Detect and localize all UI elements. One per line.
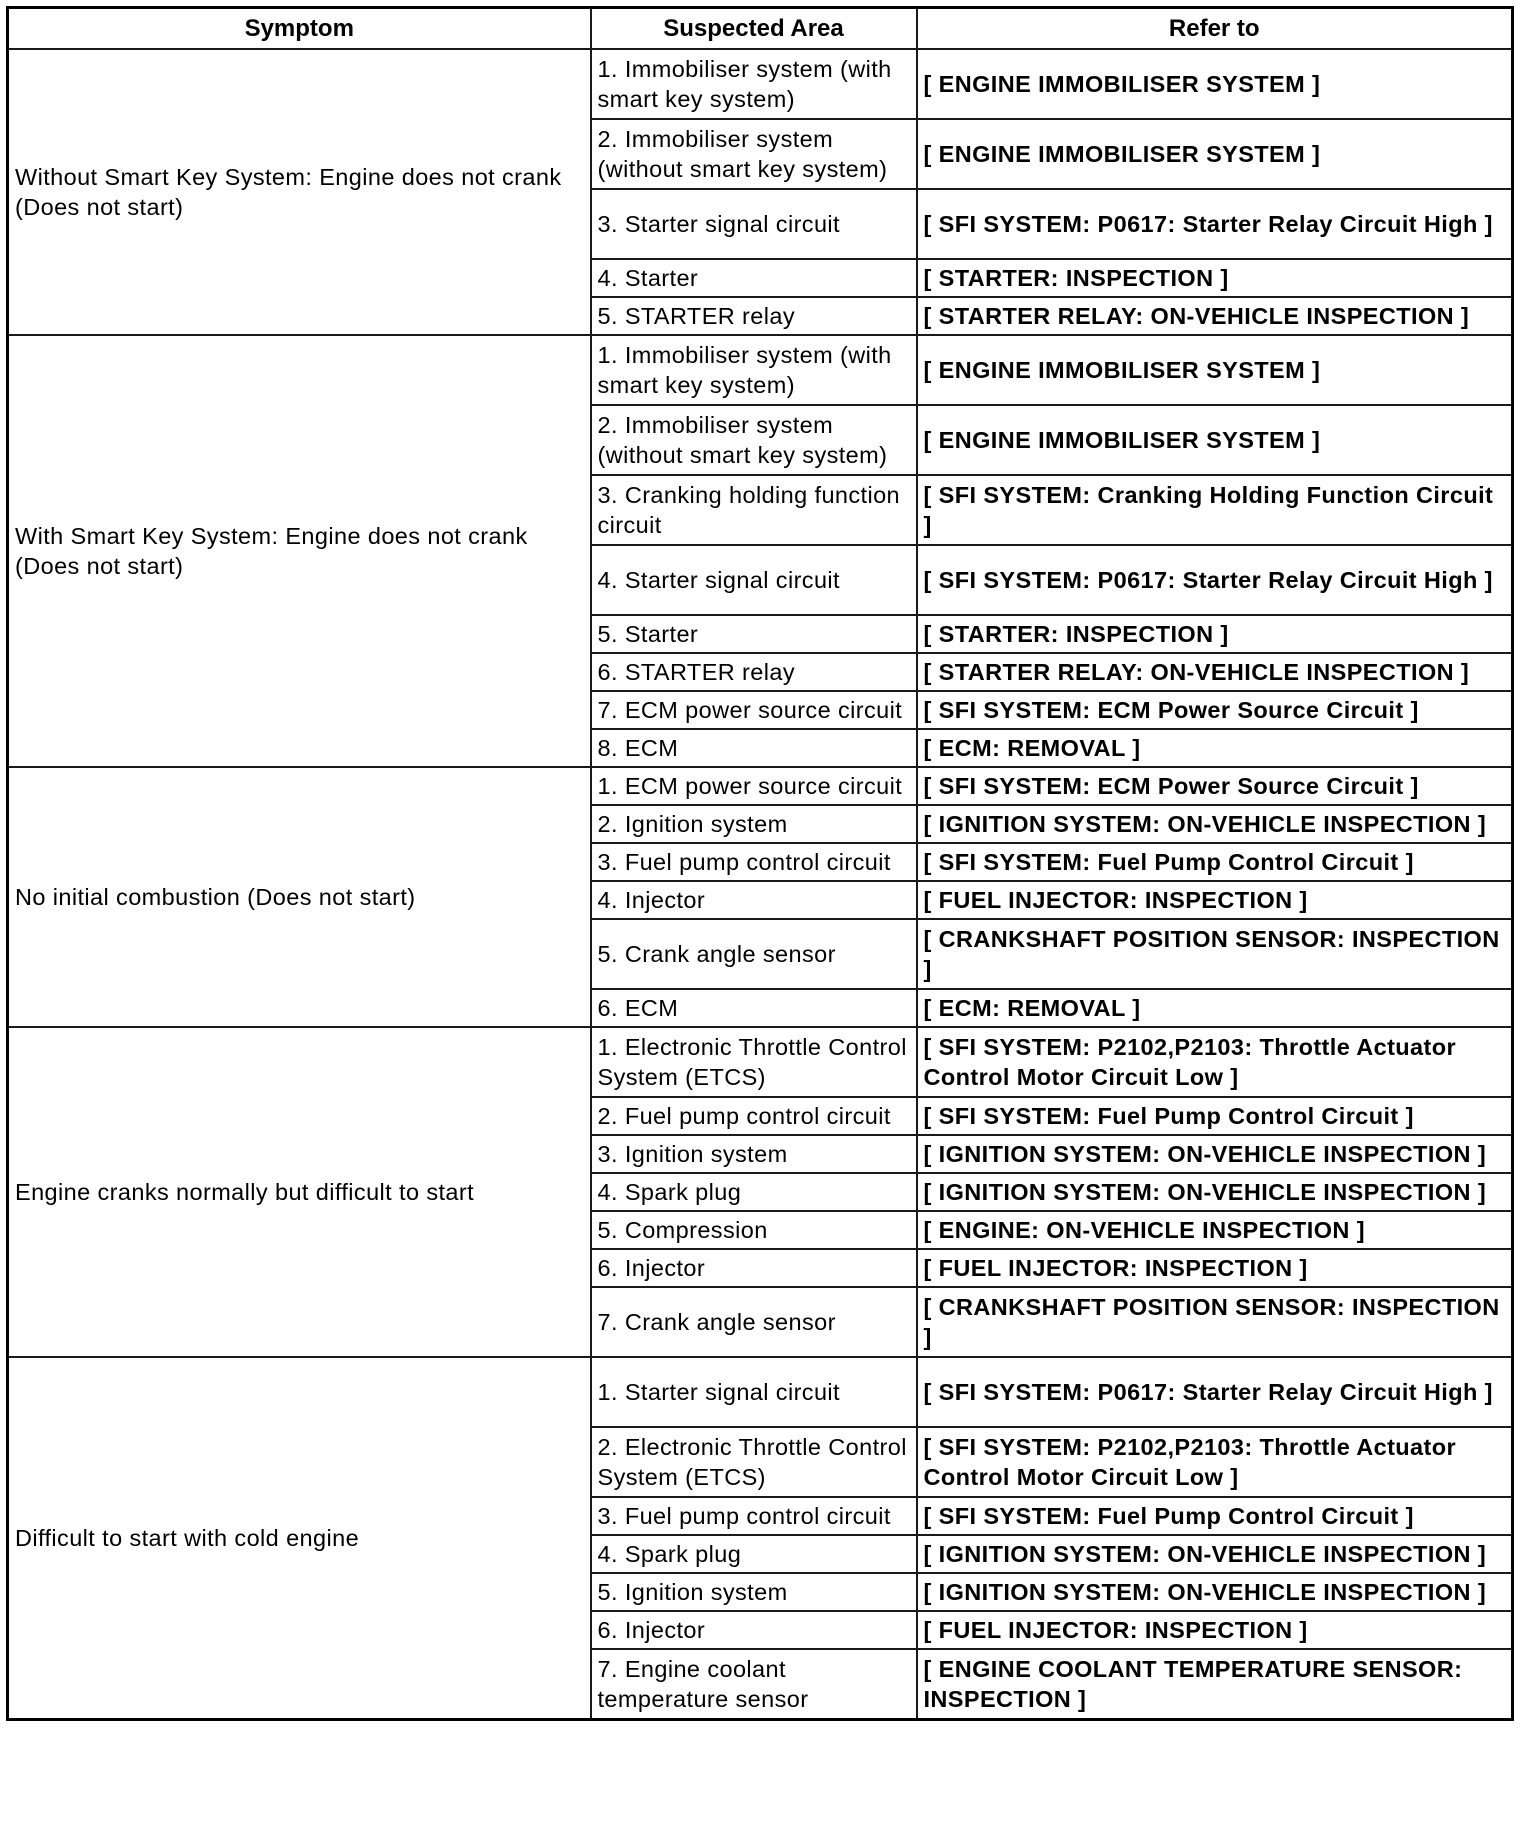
table-row (8, 767, 1513, 805)
refer-to-link[interactable]: [ SFI SYSTEM: Cranking Holding Function Circuit ] (917, 475, 1513, 545)
refer-to-link[interactable]: [ ENGINE IMMOBILISER SYSTEM ] (917, 119, 1513, 189)
suspected-area-cell: 6. ECM (591, 989, 917, 1027)
refer-to-link[interactable]: [ ENGINE: ON-VEHICLE INSPECTION ] (917, 1211, 1513, 1249)
table-row (8, 335, 1513, 405)
suspected-area-cell: 4. Injector (591, 881, 917, 919)
suspected-area-cell: 7. Crank angle sensor (591, 1287, 917, 1357)
suspected-area-cell: 4. Spark plug (591, 1535, 917, 1573)
header-row (8, 8, 1513, 50)
symptom-cell: No initial combustion (Does not start) (8, 767, 591, 1027)
suspected-area-cell: 7. Engine coolant temperature sensor (591, 1649, 917, 1720)
suspected-area-cell: 1. ECM power source circuit (591, 767, 917, 805)
refer-to-link[interactable]: [ ENGINE IMMOBILISER SYSTEM ] (917, 335, 1513, 405)
suspected-area-cell: 3. Fuel pump control circuit (591, 1497, 917, 1535)
refer-to-link[interactable]: [ ECM: REMOVAL ] (917, 729, 1513, 767)
refer-to-link[interactable]: [ SFI SYSTEM: ECM Power Source Circuit ] (917, 691, 1513, 729)
suspected-area-cell: 6. Injector (591, 1611, 917, 1649)
table-row (8, 49, 1513, 119)
suspected-area-cell: 5. STARTER relay (591, 297, 917, 335)
refer-to-link[interactable]: [ SFI SYSTEM: Fuel Pump Control Circuit ] (917, 1497, 1513, 1535)
refer-to-link[interactable]: [ IGNITION SYSTEM: ON-VEHICLE INSPECTION ] (917, 1173, 1513, 1211)
symptom-cell: Difficult to start with cold engine (8, 1357, 591, 1720)
refer-to-link[interactable]: [ STARTER: INSPECTION ] (917, 615, 1513, 653)
suspected-area-cell: 2. Immobiliser system (without smart key system) (591, 119, 917, 189)
refer-to-link[interactable]: [ IGNITION SYSTEM: ON-VEHICLE INSPECTION ] (917, 1573, 1513, 1611)
refer-to-link[interactable]: [ SFI SYSTEM: ECM Power Source Circuit ] (917, 767, 1513, 805)
suspected-area-cell: 8. ECM (591, 729, 917, 767)
suspected-area-cell: 5. Compression (591, 1211, 917, 1249)
suspected-area-cell: 6. Injector (591, 1249, 917, 1287)
symptom-header: Symptom (8, 8, 591, 50)
suspected-area-cell: 3. Starter signal circuit (591, 189, 917, 259)
suspected-area-cell: 1. Electronic Throttle Control System (ETCS) (591, 1027, 917, 1097)
refer-to-link[interactable]: [ STARTER: INSPECTION ] (917, 259, 1513, 297)
suspected-area-cell: 1. Immobiliser system (with smart key system) (591, 335, 917, 405)
refer-to-link[interactable]: [ SFI SYSTEM: P2102,P2103: Throttle Actuator Control Motor Circuit Low ] (917, 1427, 1513, 1497)
suspected-area-cell: 6. STARTER relay (591, 653, 917, 691)
suspected-area-cell: 2. Fuel pump control circuit (591, 1097, 917, 1135)
suspected-area-cell: 4. Starter signal circuit (591, 545, 917, 615)
refer-to-link[interactable]: [ SFI SYSTEM: P2102,P2103: Throttle Actuator Control Motor Circuit Low ] (917, 1027, 1513, 1097)
refer-to-link[interactable]: [ SFI SYSTEM: Fuel Pump Control Circuit ] (917, 1097, 1513, 1135)
refer-to-link[interactable]: [ ENGINE IMMOBILISER SYSTEM ] (917, 405, 1513, 475)
refer-to-link[interactable]: [ ECM: REMOVAL ] (917, 989, 1513, 1027)
troubleshooting-table (6, 6, 1514, 1721)
refer-to-link[interactable]: [ FUEL INJECTOR: INSPECTION ] (917, 881, 1513, 919)
suspected-area-cell: 5. Crank angle sensor (591, 919, 917, 989)
refer-to-link[interactable]: [ FUEL INJECTOR: INSPECTION ] (917, 1611, 1513, 1649)
refer-to-link[interactable]: [ STARTER RELAY: ON-VEHICLE INSPECTION ] (917, 653, 1513, 691)
refer-to-link[interactable]: [ FUEL INJECTOR: INSPECTION ] (917, 1249, 1513, 1287)
refer-to-link[interactable]: [ CRANKSHAFT POSITION SENSOR: INSPECTION ] (917, 919, 1513, 989)
refer-to-link[interactable]: [ SFI SYSTEM: P0617: Starter Relay Circuit High ] (917, 1357, 1513, 1427)
suspected-area-cell: 1. Starter signal circuit (591, 1357, 917, 1427)
suspected-area-cell: 2. Immobiliser system (without smart key system) (591, 405, 917, 475)
suspected-area-header: Suspected Area (591, 8, 917, 50)
suspected-area-cell: 5. Ignition system (591, 1573, 917, 1611)
table-row (8, 1357, 1513, 1427)
suspected-area-cell: 4. Spark plug (591, 1173, 917, 1211)
refer-to-link[interactable]: [ IGNITION SYSTEM: ON-VEHICLE INSPECTION ] (917, 805, 1513, 843)
suspected-area-cell: 3. Cranking holding function circuit (591, 475, 917, 545)
refer-to-header: Refer to (917, 8, 1513, 50)
symptom-cell: With Smart Key System: Engine does not crank (Does not start) (8, 335, 591, 767)
suspected-area-cell: 4. Starter (591, 259, 917, 297)
refer-to-link[interactable]: [ SFI SYSTEM: P0617: Starter Relay Circuit High ] (917, 545, 1513, 615)
refer-to-link[interactable]: [ STARTER RELAY: ON-VEHICLE INSPECTION ] (917, 297, 1513, 335)
refer-to-link[interactable]: [ SFI SYSTEM: Fuel Pump Control Circuit ] (917, 843, 1513, 881)
suspected-area-cell: 3. Fuel pump control circuit (591, 843, 917, 881)
symptom-cell: Engine cranks normally but difficult to start (8, 1027, 591, 1357)
refer-to-link[interactable]: [ CRANKSHAFT POSITION SENSOR: INSPECTION ] (917, 1287, 1513, 1357)
suspected-area-cell: 5. Starter (591, 615, 917, 653)
suspected-area-cell: 7. ECM power source circuit (591, 691, 917, 729)
table-row (8, 1027, 1513, 1097)
suspected-area-cell: 1. Immobiliser system (with smart key system) (591, 49, 917, 119)
symptom-cell: Without Smart Key System: Engine does not crank (Does not start) (8, 49, 591, 335)
suspected-area-cell: 2. Electronic Throttle Control System (ETCS) (591, 1427, 917, 1497)
suspected-area-cell: 3. Ignition system (591, 1135, 917, 1173)
refer-to-link[interactable]: [ IGNITION SYSTEM: ON-VEHICLE INSPECTION ] (917, 1135, 1513, 1173)
refer-to-link[interactable]: [ SFI SYSTEM: P0617: Starter Relay Circuit High ] (917, 189, 1513, 259)
refer-to-link[interactable]: [ IGNITION SYSTEM: ON-VEHICLE INSPECTION ] (917, 1535, 1513, 1573)
refer-to-link[interactable]: [ ENGINE IMMOBILISER SYSTEM ] (917, 49, 1513, 119)
refer-to-link[interactable]: [ ENGINE COOLANT TEMPERATURE SENSOR: INSPECTION ] (917, 1649, 1513, 1720)
suspected-area-cell: 2. Ignition system (591, 805, 917, 843)
